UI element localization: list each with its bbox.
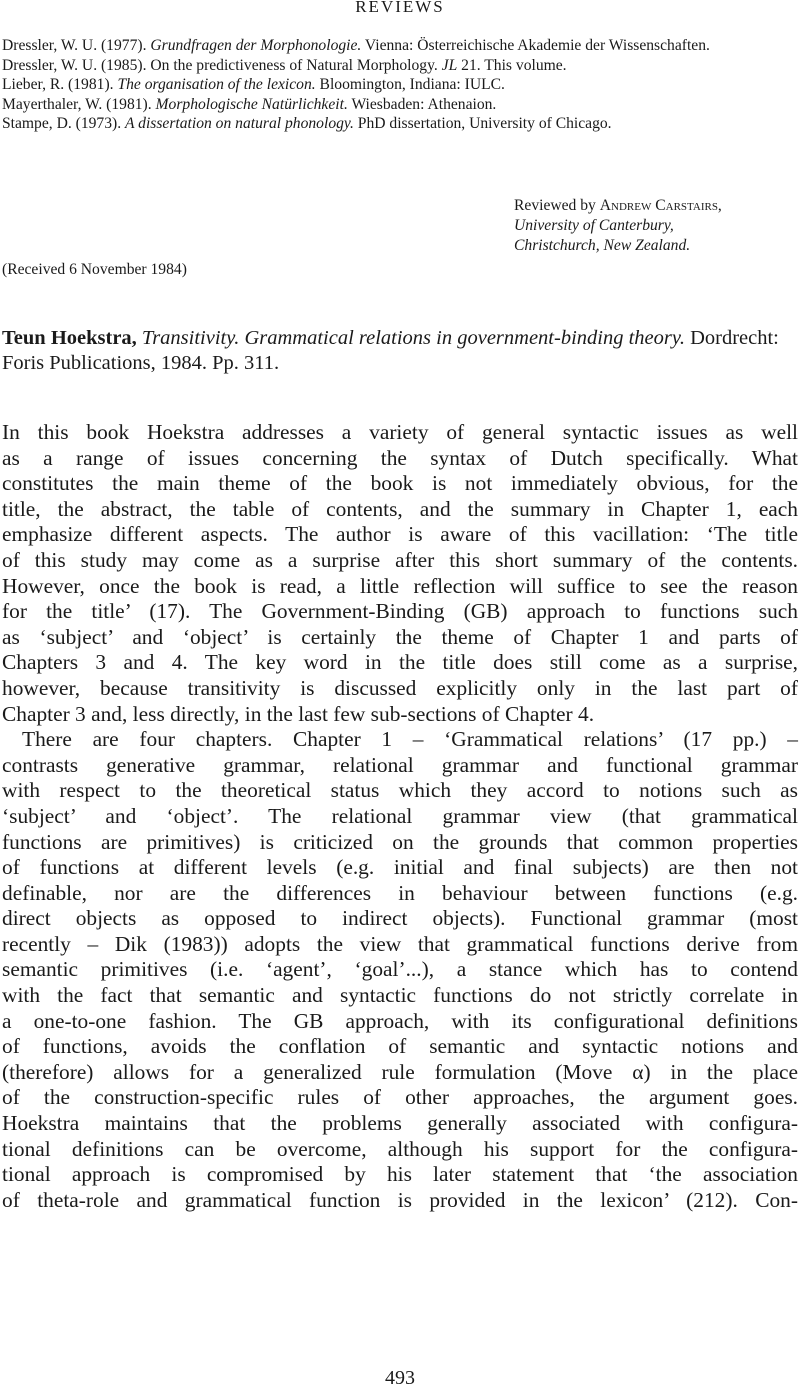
text-line: tional definitions can be overcome, although his support for the configura- bbox=[2, 1136, 798, 1161]
text-line: a one-to-one fashion. The GB approach, with its configurational definitions bbox=[2, 1008, 798, 1033]
page-number: 493 bbox=[385, 1367, 415, 1389]
reviewer-affiliation: University of Canterbury, bbox=[514, 217, 674, 234]
reference-title: A dissertation on natural phonology. bbox=[125, 115, 354, 132]
text-line: with respect to the theoretical status which they accord to notions such as bbox=[2, 778, 798, 803]
text-line: constitutes the main theme of the book is not immediately obvious, for the bbox=[2, 471, 798, 496]
reference-item: Dressler, W. U. (1985). On the predictiveness of Natural Morphology. JL 21. This volume. bbox=[2, 56, 567, 74]
reference-title: Morphologische Natürlichkeit. bbox=[155, 95, 348, 113]
reference-item: Dressler, W. U. (1977). Grundfragen der Morphonologie. Vienna: Österreichische Akademie der Wissenschaften. bbox=[2, 37, 710, 54]
text-line: direct objects as opposed to indirect objects). Functional grammar (most bbox=[2, 906, 798, 931]
text-line: In this book Hoekstra addresses a variety of general syntactic issues as well bbox=[2, 420, 798, 444]
text-line: contrasts generative grammar, relational grammar and functional grammar bbox=[2, 752, 798, 777]
text-line: emphasize different aspects. The author is aware of this vacillation: ‘The title bbox=[2, 522, 798, 547]
text-line: Chapters 3 and 4. The key word in the title does still come as a surprise, bbox=[2, 650, 798, 675]
running-head: REVIEWS bbox=[355, 0, 445, 16]
book-publication: Dordrecht: Foris Publications, 1984. Pp. 311. bbox=[2, 327, 779, 374]
reviewer-location: Christchurch, New Zealand. bbox=[514, 237, 691, 254]
text-line: of the construction-specific rules of other approaches, the argument goes. bbox=[2, 1085, 798, 1110]
text-line: of this study may come as a surprise after this short summary of the contents. bbox=[2, 547, 798, 572]
reference-item: Lieber, R. (1981). The organisation of the lexicon. Bloomington, Indiana: IULC. bbox=[2, 76, 505, 93]
reference-item: Mayerthaler, W. (1981). Morphologische Natürlichkeit. Wiesbaden: Athenaion. bbox=[2, 95, 497, 113]
text-line: tional approach is compromised by his later statement that ‘the association bbox=[2, 1162, 798, 1187]
book-heading bbox=[2, 326, 798, 376]
text-line: as a range of issues concerning the syntax of Dutch specifically. What bbox=[2, 445, 798, 470]
paragraph bbox=[2, 727, 798, 1213]
text-line: Hoekstra maintains that the problems generally associated with configura- bbox=[2, 1111, 798, 1136]
text-line: definable, nor are the differences in behaviour between functions (e.g. bbox=[2, 880, 798, 905]
text-line: ‘subject’ and ‘object’. The relational grammar view (that grammatical bbox=[2, 803, 798, 828]
text-line: of functions at different levels (e.g. initial and final subjects) are then not bbox=[2, 855, 798, 880]
paragraph bbox=[2, 420, 798, 727]
text-line: with the fact that semantic and syntactic functions do not strictly correlate in bbox=[2, 983, 798, 1008]
reviewer-name: Andrew Carstairs, bbox=[599, 197, 722, 214]
text-line: (therefore) allows for a generalized rule formulation (Move α) in the place bbox=[2, 1059, 798, 1084]
text-line: However, once the book is read, a little reflection will suffice to see the reason bbox=[2, 573, 798, 598]
text-line: for the title’ (17). The Government-Binding (GB) approach to functions such bbox=[2, 599, 798, 624]
book-title: Transitivity. Grammatical relations in government-binding theory. bbox=[141, 327, 685, 349]
text-line: recently – Dik (1983)) adopts the view that grammatical functions derive from bbox=[2, 931, 798, 956]
reference-title: The organisation of the lexicon. bbox=[117, 76, 316, 93]
received-date: (Received 6 November 1984) bbox=[2, 261, 187, 278]
reference-title: Grundfragen der Morphonologie. bbox=[150, 37, 362, 54]
text-line: as ‘subject’ and ‘object’ is certainly the theme of Chapter 1 and parts of bbox=[2, 624, 798, 649]
text-line: title, the abstract, the table of contents, and the summary in Chapter 1, each bbox=[2, 496, 798, 521]
review-body bbox=[2, 420, 798, 1213]
reference-list bbox=[2, 36, 798, 134]
text-line: of functions, avoids the conflation of semantic and syntactic notions and bbox=[2, 1034, 798, 1059]
text-line: semantic primitives (i.e. ‘agent’, ‘goal’...), a stance which has to contend bbox=[2, 957, 798, 982]
text-line: functions are primitives) is criticized on the grounds that common properties bbox=[2, 829, 798, 854]
reference-item: Stampe, D. (1973). A dissertation on natural phonology. PhD dissertation, University of Chicago. bbox=[2, 115, 612, 132]
text-line: however, because transitivity is discussed explicitly only in the last part of bbox=[2, 675, 798, 700]
text-line: Chapter 3 and, less directly, in the last few sub-sections of Chapter 4. bbox=[2, 701, 595, 726]
reference-title: JL bbox=[441, 56, 458, 74]
text-line: of theta-role and grammatical function is provided in the lexicon’ (212). Con- bbox=[2, 1187, 798, 1212]
reviewer-signature: Reviewed by Andrew Carstairs, University of Canterbury, Christchurch, New Zealand. bbox=[514, 196, 798, 256]
text-line: There are four chapters. Chapter 1 – ‘Grammatical relations’ (17 pp.) – bbox=[22, 727, 798, 752]
book-author: Teun Hoekstra, bbox=[2, 327, 137, 349]
